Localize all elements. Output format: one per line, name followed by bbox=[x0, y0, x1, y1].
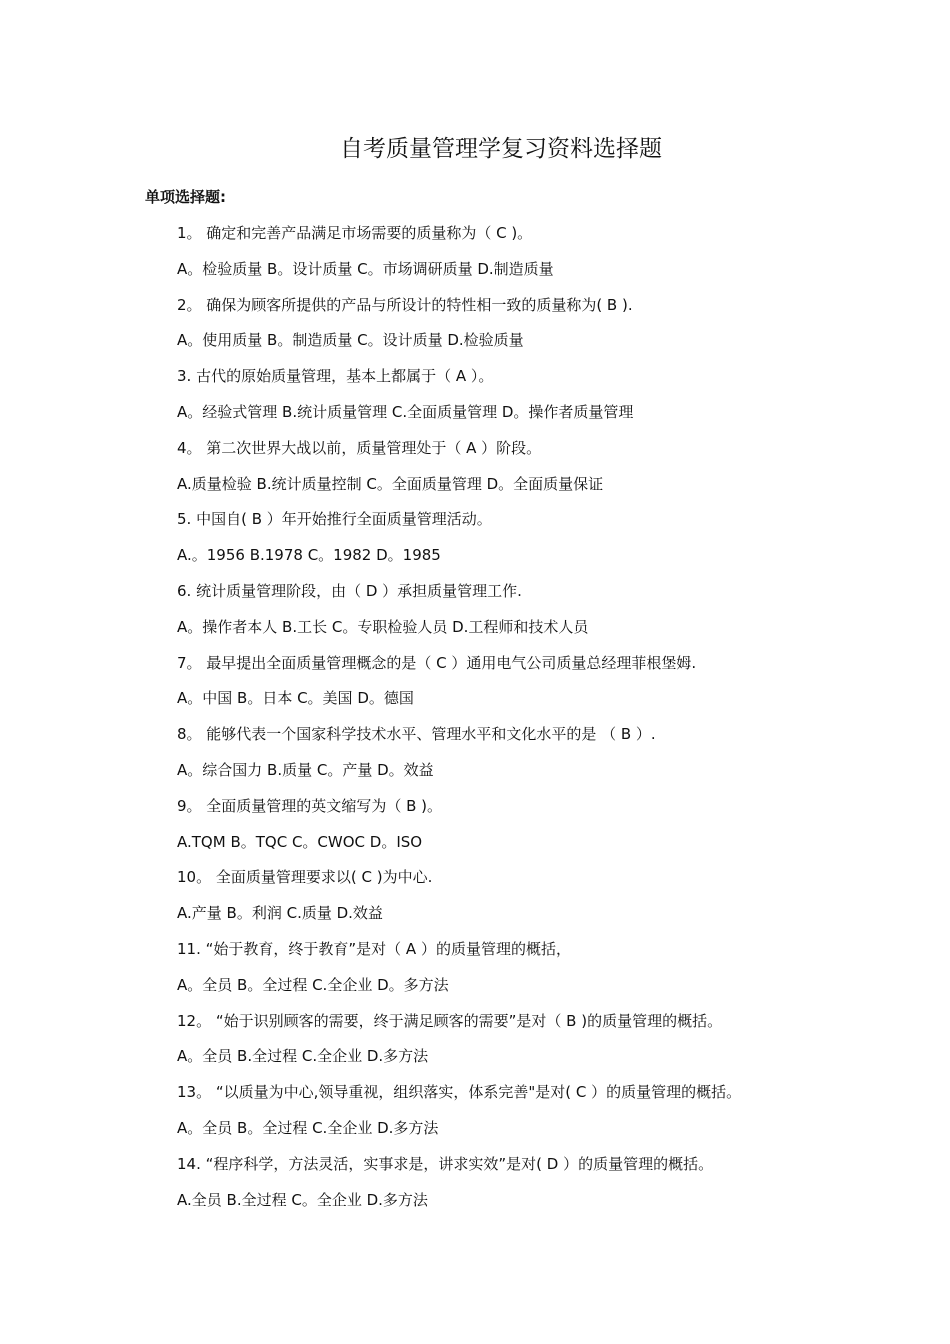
question-3: 3. 古代的原始质量管理，基本上都属于（ A ）。 bbox=[177, 367, 494, 386]
options-9: A.TQM B。TQC C。CWOC D。ISO bbox=[177, 832, 423, 851]
options-1: A。检验质量 B。设计质量 C。市场调研质量 D.制造质量 bbox=[177, 259, 554, 278]
options-3: A。经验式管理 B.统计质量管理 C.全面质量管理 D。操作者质量管理 bbox=[177, 402, 634, 421]
section-heading: 单项选择题: bbox=[145, 188, 226, 206]
options-4: A.质量检验 B.统计质量控制 C。全面质量管理 D。全面质量保证 bbox=[177, 474, 604, 493]
options-11: A。全员 B。全过程 C.全企业 D。多方法 bbox=[177, 975, 449, 994]
question-6: 6. 统计质量管理阶段，由（ D ）承担质量管理工作. bbox=[177, 581, 522, 600]
question-1: 1。 确定和完善产品满足市场需要的质量称为（ C )。 bbox=[177, 224, 533, 242]
question-list bbox=[177, 222, 917, 1224]
question-14: 14. “程序科学，方法灵活，实事求是，讲求实效”是对( D ）的质量管理的概括。 bbox=[177, 1154, 714, 1173]
options-8: A。综合国力 B.质量 C。产量 D。效益 bbox=[177, 760, 434, 779]
question-9: 9。 全面质量管理的英文缩写为（ B )。 bbox=[177, 796, 442, 815]
options-6: A。操作者本人 B.工长 C。专职检验人员 D.工程师和技术人员 bbox=[177, 617, 589, 636]
options-10: A.产量 B。利润 C.质量 D.效益 bbox=[177, 904, 383, 923]
question-10: 10。 全面质量管理要求以( C )为中心. bbox=[177, 868, 433, 887]
options-14: A.全员 B.全过程 C。全企业 D.多方法 bbox=[177, 1190, 428, 1209]
question-2: 2。 确保为顾客所提供的产品与所设计的特性相一致的质量称为( B ). bbox=[177, 295, 633, 314]
options-5: A.。1956 B.1978 C。1982 D。1985 bbox=[177, 546, 441, 565]
question-7: 7。 最早提出全面质量管理概念的是（ C ）通用电气公司质量总经理菲根堡姆. bbox=[177, 653, 697, 672]
question-11: 11. “始于教育，终于教育”是对（ A ）的质量管理的概括， bbox=[177, 939, 571, 958]
options-2: A。使用质量 B。制造质量 C。设计质量 D.检验质量 bbox=[177, 331, 524, 350]
options-7: A。中国 B。日本 C。美国 D。德国 bbox=[177, 689, 414, 708]
question-5: 5. 中国自( B ）年开始推行全面质量管理活动。 bbox=[177, 510, 492, 529]
question-12: 12。 “始于识别顾客的需要，终于满足顾客的需要”是对（ B )的质量管理的概括。 bbox=[177, 1011, 723, 1030]
page-title: 自考质量管理学复习资料选择题 bbox=[340, 136, 662, 162]
options-12: A。全员 B.全过程 C.全企业 D.多方法 bbox=[177, 1047, 429, 1066]
question-4: 4。 第二次世界大战以前，质量管理处于（ A ）阶段。 bbox=[177, 438, 542, 457]
options-13: A。全员 B。全过程 C.全企业 D.多方法 bbox=[177, 1118, 439, 1137]
question-13: 13。 “以质量为中心,领导重视，组织落实，体系完善"是对( C ）的质量管理的概括。 bbox=[177, 1083, 742, 1102]
question-8: 8。 能够代表一个国家科学技术水平、管理水平和文化水平的是 （ B ）. bbox=[177, 725, 656, 744]
